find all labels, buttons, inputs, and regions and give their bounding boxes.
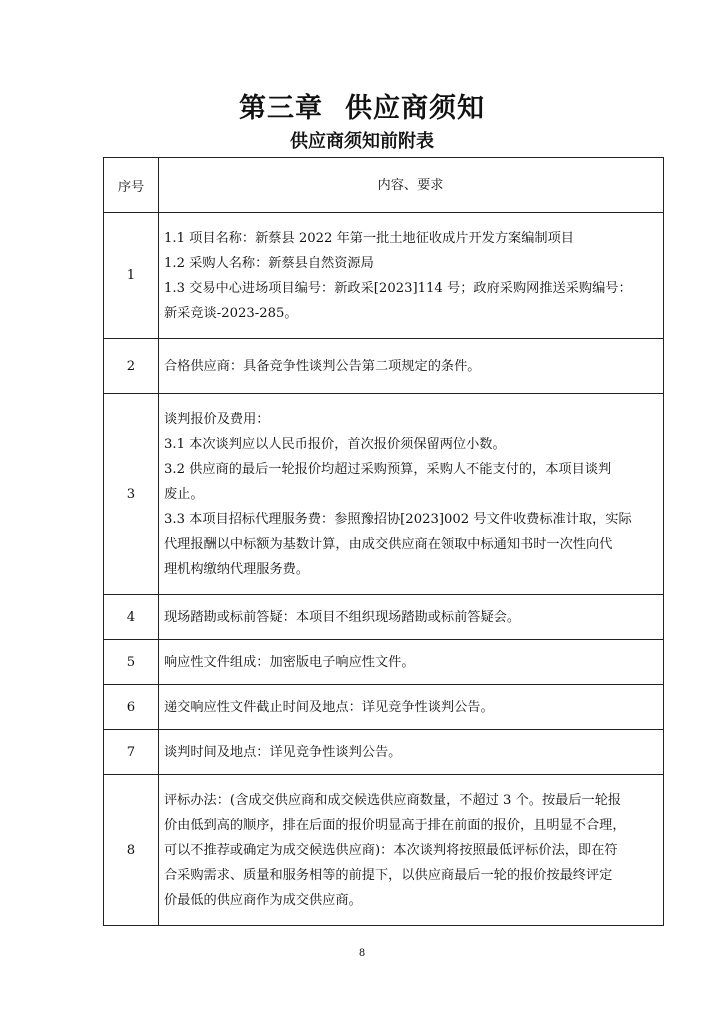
row-number: 3 xyxy=(104,394,159,595)
row-content xyxy=(159,339,664,394)
row-content xyxy=(159,775,664,926)
row-line: 1.2 采购人名称：新蔡县自然资源局 xyxy=(164,255,374,271)
chapter-name: 供应商须知 xyxy=(345,93,485,124)
row-line: 价由低到高的顺序，排在后面的报价明显高于排在前面的报价，且明显不合理， xyxy=(164,817,626,833)
row-line: 评标办法：(含成交供应商和成交候选供应商数量，不超过 3 个。按最后一轮报 xyxy=(164,792,622,808)
page-number: 8 xyxy=(358,948,366,959)
row-line: 递交响应性文件截止时间及地点：详见竞争性谈判公告。 xyxy=(164,699,494,715)
row-line: 废止。 xyxy=(164,486,204,502)
row-line: 可以不推荐或确定为成交候选供应商)：本次谈判将按照最低评标价法，即在符 xyxy=(164,842,618,858)
table-title: 供应商须知前附表 xyxy=(290,131,434,152)
chapter-number: 第三章 xyxy=(239,93,323,124)
row-line: 1.3 交易中心进场项目编号：新政采[2023]114 号；政府采购网推送采购编号： xyxy=(164,280,632,296)
row-content xyxy=(159,595,664,640)
row-number: 8 xyxy=(104,775,159,926)
row-line: 1.1 项目名称：新蔡县 2022 年第一批土地征收成片开发方案编制项目 xyxy=(164,230,574,246)
table-row xyxy=(104,730,664,775)
table-row xyxy=(104,339,664,394)
table-row xyxy=(104,595,664,640)
row-number: 2 xyxy=(104,339,159,394)
header-no: 序号 xyxy=(104,158,159,213)
row-line: 3.2 供应商的最后一轮报价均超过采购预算，采购人不能支付的，本项目谈判 xyxy=(164,461,612,477)
row-line: 新采竞谈-2023-285。 xyxy=(164,305,298,321)
row-content xyxy=(159,213,664,339)
row-number: 1 xyxy=(104,213,159,339)
row-content xyxy=(159,685,664,730)
table-header-row xyxy=(104,158,664,213)
row-line: 谈判报价及费用： xyxy=(164,411,270,427)
row-number: 4 xyxy=(104,595,159,640)
row-line: 合格供应商：具备竞争性谈判公告第二项规定的条件。 xyxy=(164,358,481,374)
table-row xyxy=(104,775,664,926)
row-content xyxy=(159,730,664,775)
row-number: 6 xyxy=(104,685,159,730)
table-row xyxy=(104,394,664,595)
row-line: 合采购需求、质量和服务相等的前提下，以供应商最后一轮的报价按最终评定 xyxy=(164,867,613,883)
row-number: 5 xyxy=(104,640,159,685)
table-row xyxy=(104,685,664,730)
row-line: 谈判时间及地点：详见竞争性谈判公告。 xyxy=(164,744,402,760)
chapter-title xyxy=(0,86,724,125)
row-line: 响应性文件组成：加密版电子响应性文件。 xyxy=(164,654,415,670)
header-content: 内容、要求 xyxy=(159,158,664,213)
row-content xyxy=(159,394,664,595)
row-content xyxy=(159,640,664,685)
supplier-notice-table xyxy=(103,157,664,926)
row-line: 价最低的供应商作为成交供应商。 xyxy=(164,892,362,908)
table-row xyxy=(104,213,664,339)
table-row xyxy=(104,640,664,685)
row-number: 7 xyxy=(104,730,159,775)
row-line: 理机构缴纳代理服务费。 xyxy=(164,561,310,577)
row-line: 3.3 本项目招标代理服务费：参照豫招协[2023]002 号文件收费标准计取，实际 xyxy=(164,511,632,527)
row-line: 3.1 本次谈判应以人民币报价，首次报价须保留两位小数。 xyxy=(164,436,506,452)
row-line: 现场踏勘或标前答疑：本项目不组织现场踏勘或标前答疑会。 xyxy=(164,609,521,625)
row-line: 代理报酬以中标额为基数计算，由成交供应商在领取中标通知书时一次性向代 xyxy=(164,536,613,552)
